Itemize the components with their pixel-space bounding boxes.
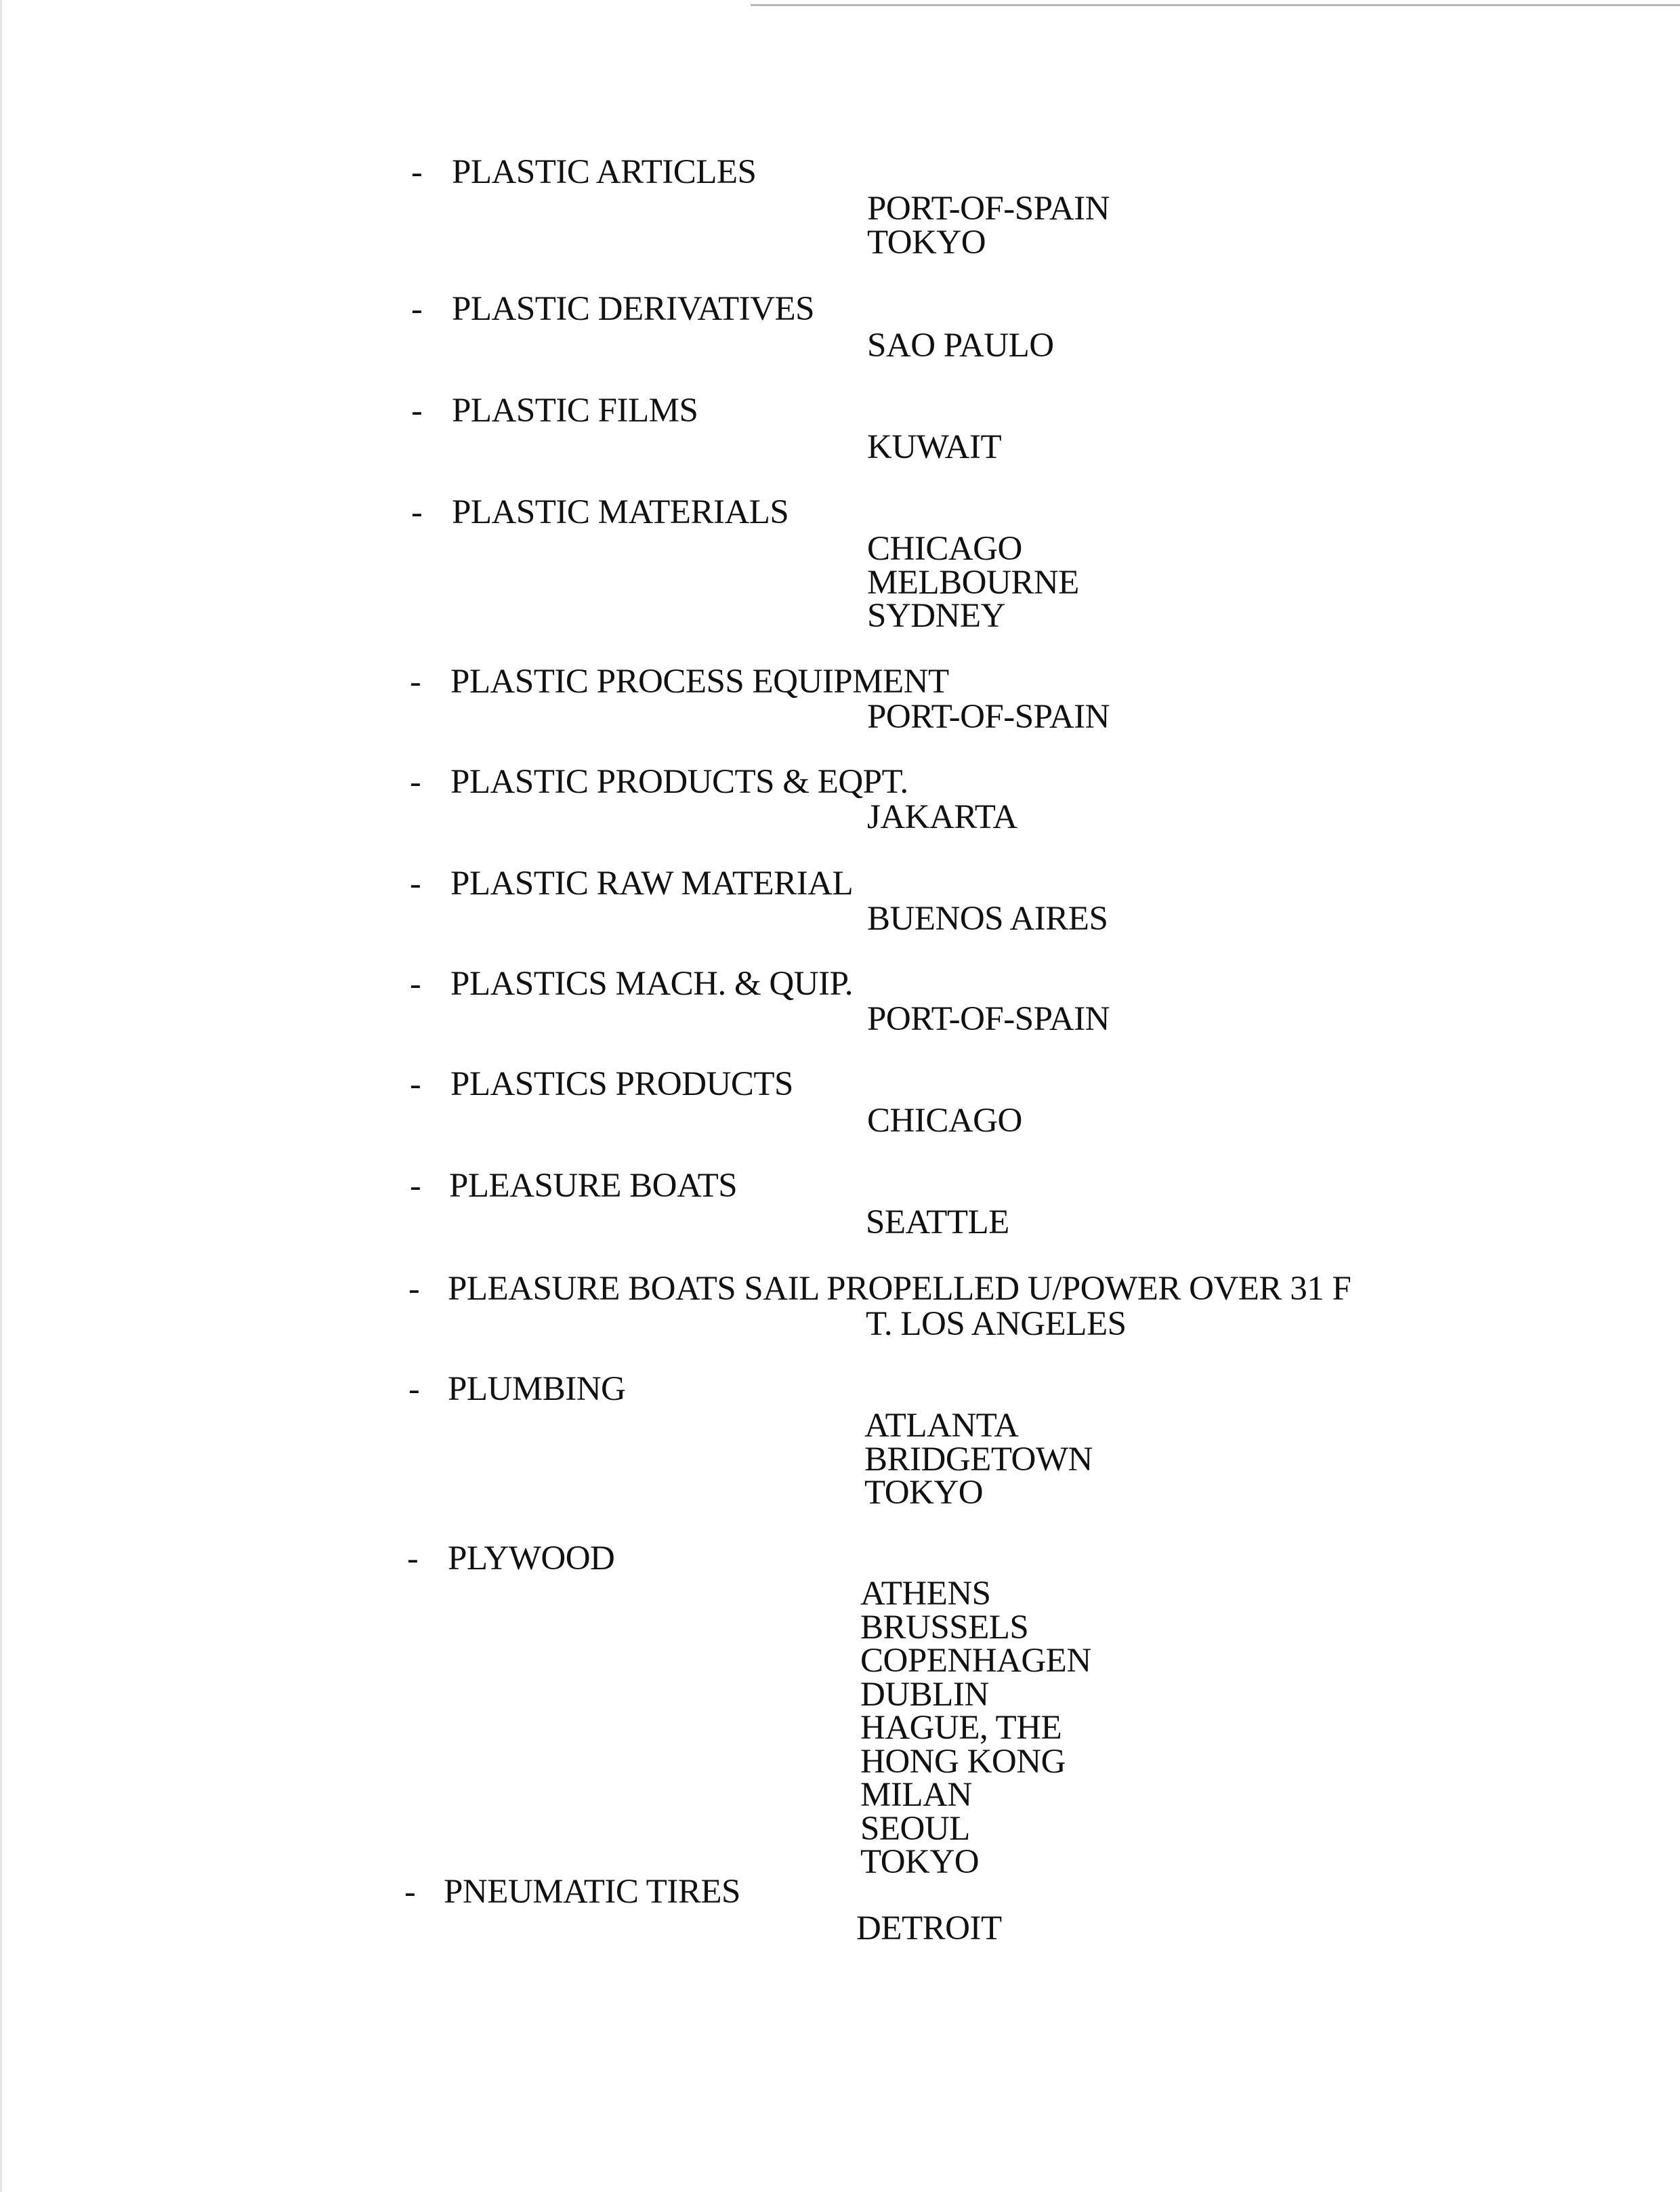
city-name: ATHENS xyxy=(860,1575,991,1613)
city-name: SEOUL xyxy=(860,1809,970,1848)
city-name: CHICAGO xyxy=(867,530,1022,568)
bullet-dash: - xyxy=(411,391,423,429)
bullet-dash: - xyxy=(411,152,423,190)
bullet-dash: - xyxy=(411,493,423,531)
category-label: PLASTIC MATERIALS xyxy=(452,493,789,531)
category-label: PLASTIC RAW MATERIAL xyxy=(450,865,854,903)
city-list xyxy=(866,1305,1127,1343)
city-name: MILAN xyxy=(860,1776,972,1814)
category-label: PLASTIC FILMS xyxy=(452,392,698,430)
city-name: HAGUE, THE xyxy=(860,1709,1062,1747)
bullet-dash: - xyxy=(411,289,423,327)
city-list xyxy=(867,1000,1110,1038)
city-list xyxy=(856,1909,1002,1947)
city-name: DETROIT xyxy=(856,1909,1002,1947)
city-list xyxy=(867,428,1002,466)
bullet-dash: - xyxy=(410,1064,421,1102)
scan-artifact-edge xyxy=(0,0,2,2192)
city-name: ATLANTA xyxy=(864,1407,1019,1445)
city-name: CHICAGO xyxy=(867,1102,1022,1140)
city-list xyxy=(867,329,1054,363)
category-label: PLEASURE BOATS SAIL PROPELLED U/POWER OVER 31 F xyxy=(448,1270,1351,1308)
city-name: TOKYO xyxy=(860,1843,980,1881)
bullet-dash: - xyxy=(410,864,421,902)
city-list xyxy=(867,900,1108,938)
bullet-dash: - xyxy=(408,1369,420,1407)
category-label: PLYWOOD xyxy=(448,1539,615,1577)
city-list xyxy=(867,192,1110,260)
city-name: MELBOURNE xyxy=(867,563,1079,602)
city-name: SEATTLE xyxy=(866,1203,1009,1241)
category-label: PLUMBING xyxy=(448,1370,626,1408)
city-list xyxy=(866,1203,1009,1241)
city-name: T. LOS ANGELES xyxy=(866,1305,1127,1343)
city-name: PORT-OF-SPAIN xyxy=(867,190,1110,228)
category-label: PLASTIC PROCESS EQUIPMENT xyxy=(450,663,949,701)
bullet-dash: - xyxy=(404,1872,416,1910)
city-list xyxy=(867,530,1079,635)
bullet-dash: - xyxy=(410,662,421,700)
bullet-dash: - xyxy=(410,964,421,1002)
city-name: PORT-OF-SPAIN xyxy=(867,1000,1110,1038)
scan-artifact-line xyxy=(751,4,1680,6)
city-name: COPENHAGEN xyxy=(860,1642,1091,1680)
bullet-dash: - xyxy=(410,762,421,800)
category-label: PLASTICS PRODUCTS xyxy=(450,1065,793,1103)
city-name: HONG KONG xyxy=(860,1742,1066,1781)
city-name: PORT-OF-SPAIN xyxy=(867,698,1110,736)
city-list xyxy=(860,1577,1091,1880)
city-name: TOKYO xyxy=(864,1474,984,1512)
city-name: BRUSSELS xyxy=(860,1608,1029,1647)
city-list xyxy=(867,698,1110,736)
category-label: PLASTIC DERIVATIVES xyxy=(452,290,815,328)
city-name: DUBLIN xyxy=(860,1675,989,1714)
bullet-dash: - xyxy=(407,1539,419,1577)
bullet-dash: - xyxy=(410,1166,421,1204)
city-list xyxy=(867,798,1017,836)
city-name: BUENOS AIRES xyxy=(867,900,1108,938)
city-name: SAO PAULO xyxy=(867,327,1054,365)
bullet-dash: - xyxy=(408,1269,420,1307)
city-list xyxy=(867,1104,1022,1138)
category-label: PLASTIC PRODUCTS & EQPT. xyxy=(450,763,908,801)
category-label: PLASTIC ARTICLES xyxy=(452,153,757,191)
city-name: TOKYO xyxy=(867,223,986,262)
category-label: PLASTICS MACH. & QUIP. xyxy=(450,965,854,1003)
city-name: BRIDGETOWN xyxy=(864,1440,1093,1478)
city-name: KUWAIT xyxy=(867,428,1002,466)
city-name: SYDNEY xyxy=(867,597,1005,635)
category-label: PLEASURE BOATS xyxy=(449,1167,738,1205)
category-label: PNEUMATIC TIRES xyxy=(444,1873,740,1911)
city-name: JAKARTA xyxy=(867,798,1017,836)
city-list xyxy=(864,1409,1093,1510)
